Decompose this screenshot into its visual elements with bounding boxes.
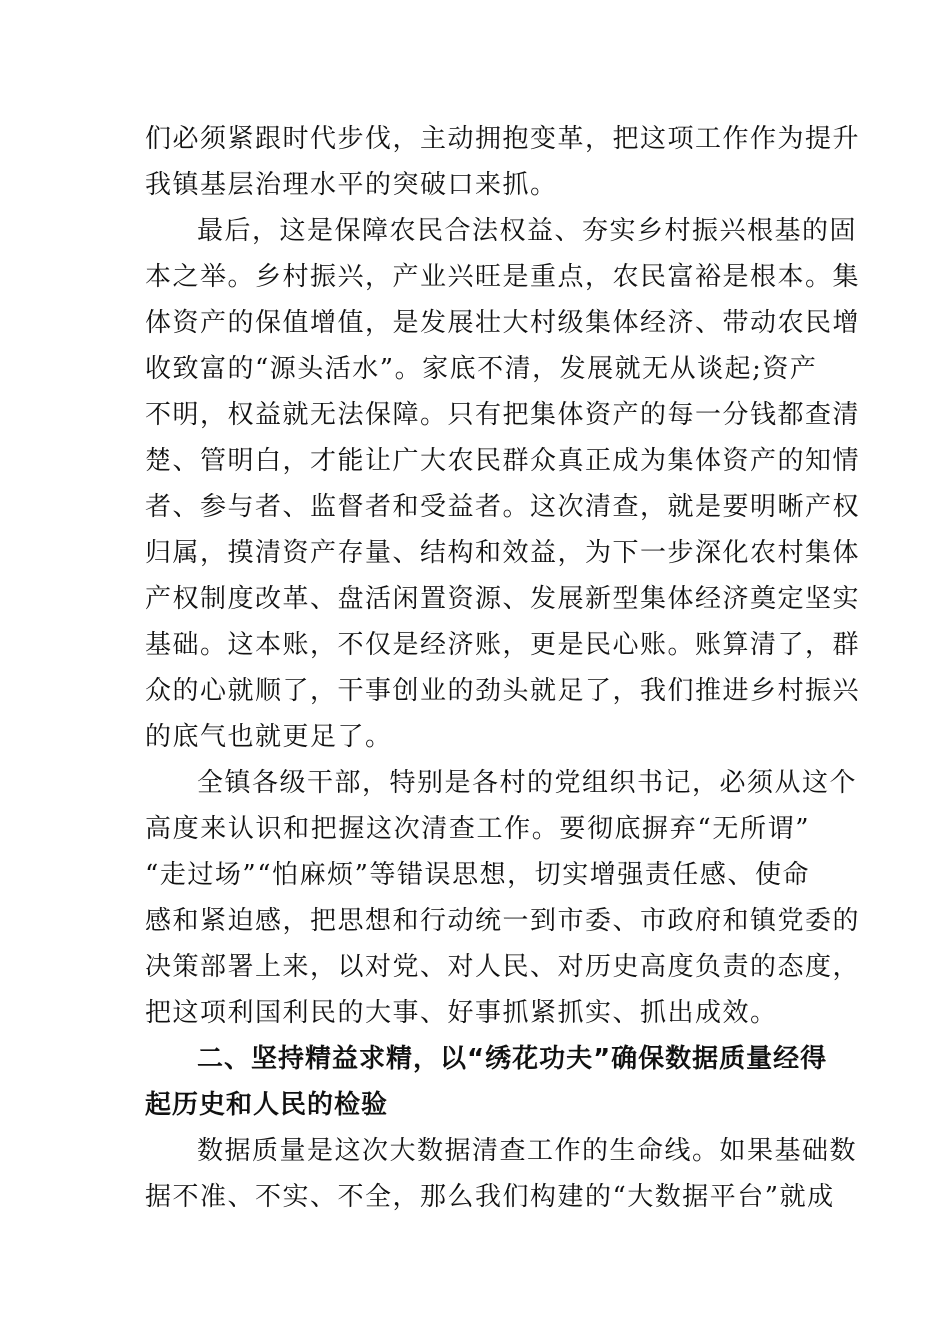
paragraph-first-line: 全镇各级干部，特别是各村的党组织书记，必须从这个: [197, 768, 858, 798]
text-line: 众的心就顺了，干事创业的劲头就足了，我们推进乡村振兴: [145, 676, 861, 706]
text-line: 体资产的保值增值，是发展壮大村级集体经济、带动农民增: [145, 308, 861, 338]
text-line: 感和紧迫感，把思想和行动统一到市委、市政府和镇党委的: [145, 906, 861, 936]
text-line: 者、参与者、监督者和受益者。这次清查，就是要明晰产权: [145, 492, 861, 522]
text-line: 高度来认识和把握这次清查工作。要彻底摒弃“无所谓”: [145, 814, 810, 844]
text-line: 把这项利国利民的大事、好事抓紧抓实、抓出成效。: [145, 998, 778, 1028]
text-line: 不明，权益就无法保障。只有把集体资产的每一分钱都查清: [145, 400, 861, 430]
text-line: “走过场”“怕麻烦”等错误思想，切实增强责任感、使命: [145, 860, 810, 890]
text-line: 据不准、不实、不全，那么我们构建的“大数据平台”就成: [145, 1182, 835, 1212]
section-heading-continued: 起历史和人民的检验: [145, 1090, 389, 1120]
text-line: 我镇基层治理水平的突破口来抓。: [145, 170, 558, 200]
text-line: 产权制度改革、盘活闲置资源、发展新型集体经济奠定坚实: [145, 584, 861, 614]
paragraph-first-line: 数据质量是这次大数据清查工作的生命线。如果基础数: [197, 1136, 858, 1166]
text-line: 们必须紧跟时代步伐，主动拥抱变革，把这项工作作为提升: [145, 124, 861, 154]
section-heading: 二、坚持精益求精，以“绣花功夫”确保数据质量经得: [197, 1044, 828, 1074]
text-line: 基础。这本账，不仅是经济账，更是民心账。账算清了，群: [145, 630, 861, 660]
paragraph-first-line: 最后，这是保障农民合法权益、夯实乡村振兴根基的固: [197, 216, 858, 246]
text-line: 的底气也就更足了。: [145, 722, 393, 752]
text-line: 本之举。乡村振兴，产业兴旺是重点，农民富裕是根本。集: [145, 262, 861, 292]
text-line: 楚、管明白，才能让广大农民群众真正成为集体资产的知情: [145, 446, 861, 476]
text-line: 决策部署上来，以对党、对人民、对历史高度负责的态度，: [145, 952, 861, 982]
text-line: 归属，摸清资产存量、结构和效益，为下一步深化农村集体: [145, 538, 861, 568]
text-line: 收致富的“源头活水”。家底不清，发展就无从谈起;资产: [145, 354, 818, 384]
